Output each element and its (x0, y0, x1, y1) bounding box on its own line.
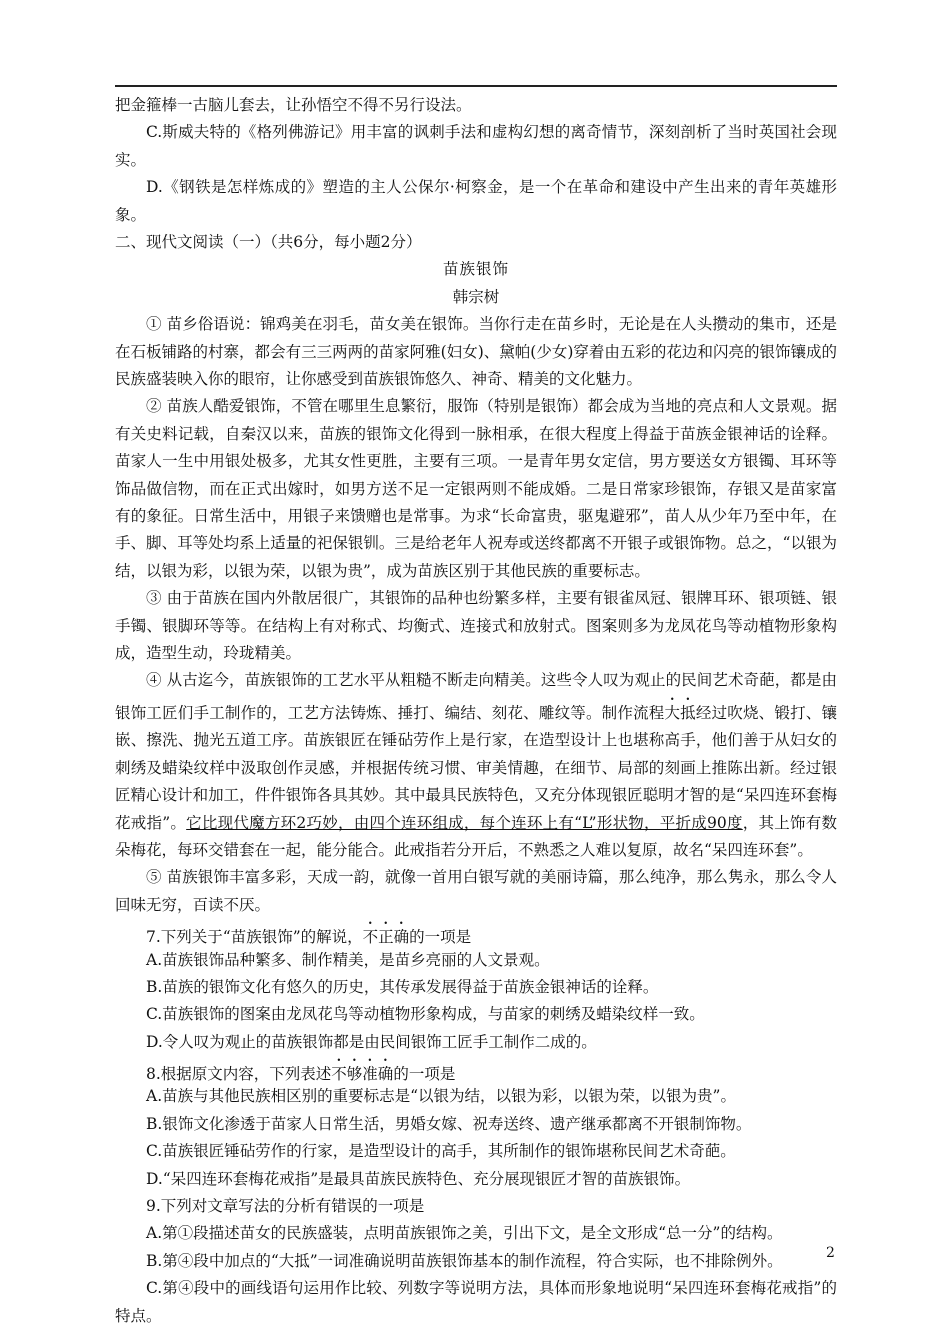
q7-option-b: B.苗族的银饰文化有悠久的历史，其传承发展得益于苗族金银神话的诠释。 (146, 977, 659, 996)
q7-option-a: A.苗族银饰品种繁多、制作精美，是苗乡亮丽的人文景观。 (146, 950, 550, 969)
q7-option-d: D.令人叹为观止的苗族银饰都是由民间银饰工匠手工制作二成的。 (146, 1032, 597, 1051)
question-7-stem (115, 919, 837, 946)
header-rule (115, 85, 837, 87)
q9-option-b: B.第④段中加点的“大抵”一词准确说明苗族银饰基本的制作流程，符合实际，也不排除例外。 (146, 1251, 783, 1270)
q7-option-c: C.苗族银饰的图案由龙凤花鸟等动植物形象构成，与苗家的刺绣及蜡染纹样一致。 (146, 1005, 705, 1024)
prev-option-c: C.斯威夫特的《格列佛游记》用丰富的讽刺手法和虚构幻想的离奇情节，深刻剖析了当时英国社会现实。 (115, 123, 837, 169)
page-content (115, 92, 837, 1330)
q8-option-d: D.“呆四连环套梅花戒指”是最具苗族民族特色、充分展现银匠才智的苗族银饰。 (146, 1169, 691, 1188)
q8-option-c: C.苗族银匠锤砧劳作的行家，是造型设计的高手，其所制作的银饰堪称民间艺术奇葩。 (146, 1142, 736, 1161)
q8-option-a: A.苗族与其他民族相区别的重要标志是“以银为结，以银为彩，以银为荣，以银为贵”。 (146, 1087, 736, 1106)
q7-stem-a: 7.下列关于“苗族银饰”的解说， (146, 928, 363, 947)
q7-stem-dotted: 不正确 (362, 928, 410, 947)
section-heading: 二、现代文阅读（一）（共6分，每小题2分） (115, 233, 422, 252)
q8-stem-a: 8.根据原文内容，下列表述 (146, 1065, 332, 1084)
question-9-stem: 9.下列对文章写法的分析有错误的一项是 (146, 1197, 425, 1216)
prev-option-d: D.《钢铁是怎样炼成的》塑造的主人公保尔·柯察金，是一个在革命和建设中产生出来的青年英雄形象。 (115, 178, 837, 224)
page-number: 2 (826, 1245, 835, 1261)
p4-underlined-sentence: 它比现代魔方环2巧妙，由四个连环组成，每个连环上有“L”形状物，平折成90度 (186, 813, 743, 832)
p4-dotted-word: 大抵 (664, 703, 696, 722)
q9-option-a: A.第①段描述苗女的民族盛装，点明苗族银饰之美，引出下文，是全文形成“总一分”的结构。 (146, 1224, 783, 1243)
article-title: 苗族银饰 (442, 260, 509, 279)
paragraph-4 (115, 667, 837, 864)
q8-stem-dotted: 不够准确 (331, 1065, 394, 1084)
p4-text-a: ④ 从古迄今，苗族银饰的工艺水平从粗糙不断走向精美。这些令人叹为观止的民间艺术奇葩，都是由银饰工匠们手工制作的，工艺方法铸炼、捶打、编结、刻花、雕纹等。制作流程 (115, 671, 837, 722)
q8-stem-b: 的一项是 (393, 1065, 456, 1084)
paragraph-5: ⑤ 苗族银饰丰富多彩，天成一韵，就像一首用白银写就的美丽诗篇，那么纯净，那么隽永，那么令人回味无穷，百读不厌。 (115, 868, 837, 914)
paragraph-1: ① 苗乡俗语说：锦鸡美在羽毛，苗女美在银饰。当你行走在苗乡时，无论是在人头攒动的集市，还是在石板铺路的村寨，都会有三三两两的苗家阿雅(妇女)、黛帕(少女)穿着由五彩的花边和闪亮的银饰镶成的民族盛装映入你的眼帘，让你感受到苗族银饰悠久、神奇、精美的文化魅力。 (115, 315, 837, 388)
continuation-text: 把金箍棒一古脑儿套去，让孙悟空不得不另行设法。 (115, 96, 472, 114)
p4-text-b: 经过吹烧、锻打、镶嵌、擦洗、抛光五道工序。苗族银匠在锤砧劳作上是行家，在造型设计上也堪称高手，他们善于从妇女的刺绣及蜡染纹样中汲取创作灵感，并根据传统习惯、审美情趣，在细节、局部的刻画上推陈出新。经过银匠精心设计和加工，件件银饰各具其妙。其中最具民族特色，又充分体现银匠聪明才智的是“呆四连环套梅花戒指”。 (115, 703, 837, 832)
article-author: 韩宗树 (452, 287, 500, 306)
paragraph-3: ③ 由于苗族在国内外散居很广，其银饰的品种也纷繁多样，主要有银雀凤冠、银牌耳环、银项链、银手镯、银脚环等等。在结构上有对称式、均衡式、连接式和放射式。图案则多为龙凤花鸟等动植物形象构成，造型生动，玲珑精美。 (115, 589, 837, 663)
q8-option-b: B.银饰文化渗透于苗家人日常生活，男婚女嫁、祝寿送终、遗产继承都离不开银制饰物。 (146, 1114, 752, 1133)
q7-stem-b: 的一项是 (409, 928, 472, 947)
p4-text-c: ，其上饰有数朵梅花，每环交错套在一起，能分能合。此戒指若分开后，不熟悉之人难以复原，故名“呆四连环套”。 (115, 813, 837, 859)
question-8-stem (115, 1056, 837, 1083)
paragraph-2: ② 苗族人酷爱银饰，不管在哪里生息繁衍，服饰（特别是银饰）都会成为当地的亮点和人文景观。据有关史料记载，自秦汉以来，苗族的银饰文化得到一脉相承，在很大程度上得益于苗族金银神话的诠释。苗家人一生中用银处极多，尤其女性更胜，主要有三项。一是青年男女定信，男方要送女方银镯、耳环等饰品做信物，而在正式出嫁时，如男方送不足一定银两则不能成婚。二是日常家珍银饰，存银又是苗家富有的象征。日常生活中，用银子来馈赠也是常事。为求“长命富贵，驱鬼避邪”，苗人从少年乃至中年，在手、脚、耳等处均系上适量的祀保银钏。三是给老年人祝寿或送终都离不开银子或银饰物。总之，“以银为结，以银为彩，以银为荣，以银为贵”，成为苗族区别于其他民族的重要标志。 (115, 397, 837, 580)
q9-option-c: C.第④段中的画线语句运用作比较、列数字等说明方法，具体而形象地说明“呆四连环套梅花戒指”的特点。 (115, 1279, 837, 1325)
